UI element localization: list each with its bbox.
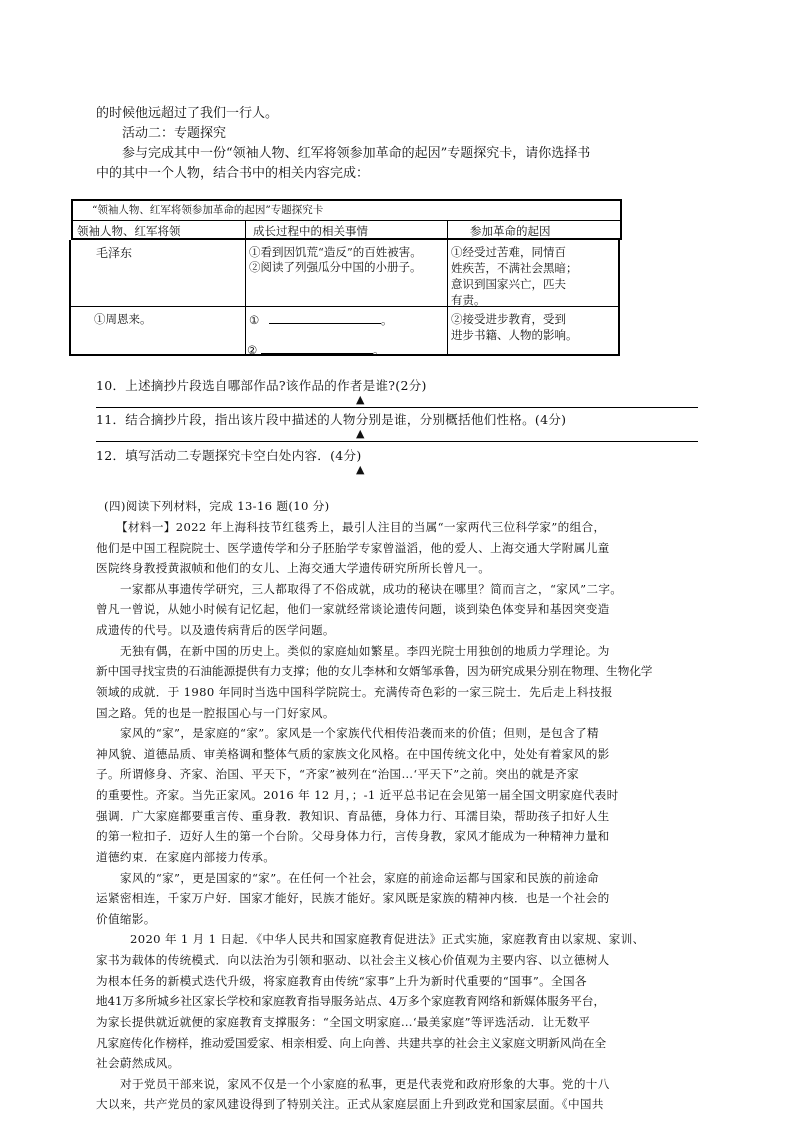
passage-line: 一家都从事遗传学研究，三人都取得了不俗成就，成功的秘诀在哪里？简而言之，“家风”二字。 [120,582,623,596]
passage-line: 强调．广大家庭都要重言传、重身教．教知识、育品德，身体力行、耳濡目染，帮助孩子扣好人生 [96,809,610,823]
answer-line[interactable] [96,441,698,442]
passage-line: 家风的“家”，是家庭的“家”。家风是一个家族代代相传沿袭而来的价值；但则，是包含了精 [120,726,599,740]
passage-line: 子。所谓修身、齐家、治国、平天下，“齐家”被列在“治国…‘平天下”之前。突出的就是齐家 [96,767,580,781]
answer-blank-2[interactable]: ② 。 [247,343,385,357]
passage-line: 的第一粒扣子．迈好人生的第一个台阶。父母身体力行，言传身教，家风才能成为一种精神力量和 [96,829,610,843]
answer-blank-1[interactable]: ① 。 [249,313,393,327]
event-item: ②阅读了列强瓜分中国的小册子。 [249,260,422,274]
column-header: 成长过程中的相关事情 [253,224,368,238]
section-heading: (四)阅读下列材料，完成 13-16 题(10 分) [104,499,330,513]
question-11: 11．结合摘抄片段，指出该片段中描述的人物分别是谁，分别概括他们性格。(4分) [96,412,567,427]
reason-line: 有责。 [451,293,486,307]
passage-line: 曾凡一曾说，从她小时候有记忆起，他们一家就经常谈论遗传问题，谈到染色体变异和基因突变造 [96,602,610,616]
passage-line: 神风貌、道德品质、审美格调和整体气质的家族文化风格。在中国传统文化中，处处有着家风的影 [96,747,610,761]
passage-line: 2020 年 1 月 1 日起．《中华人民共和国家庭教育促进法》正式实施，家庭教育由以家规、家训、 [130,932,645,946]
divider [447,240,448,356]
passage-line: 他们是中国工程院院士、医学遗传学和分子胚胎学专家曾溢滔，他的爱人、上海交通大学附属儿童 [96,541,610,555]
reason-line: 进步书籍、人物的影响。 [451,328,578,342]
passage-line: 为家长提供就近就便的家庭教育支撑服务：“全国文明家庭…‘最美家庭”等评选活动．让无数平 [96,1015,591,1029]
passage-line: 运紧密相连，千家万户好．国家才能好，民族才能好。家风既是家族的精神内核．也是一个社会的 [96,891,610,905]
passage-line: 新中国寻找宝贵的石油能源提供有力支撑；他的女儿李林和女婿邹承鲁，因为研究成果分别在物理、生物化学 [96,664,653,678]
reason-line: ②接受进步教育，受到 [451,312,566,326]
passage-line: 对于党员干部来说，家风不仅是一个小家庭的私事，更是代表党和政府形象的大事。党的十八 [120,1077,610,1091]
passage-line: 领域的成就．于 1980 年同时当选中国科学院院士。充满传奇色彩的一家三院士．先后走上科技报 [96,685,613,699]
passage-line: 成遗传的代号。以及遗传病背后的医学问题。 [96,623,335,637]
passage-line: 的重要性。齐家。当先正家风。2016 年 12 月，；-1 近平总书记在会见第一届全国文明家庭代表时 [96,788,619,802]
passage-line: 价值缩影。 [96,912,156,926]
person-name: ①周恩来。 [94,312,152,326]
answer-line[interactable] [96,407,698,408]
passage-line: 道德约束．在家庭内部接力传承。 [96,850,276,864]
question-10: 10．上述摘抄片段选自哪部作品?该作品的作者是谁?(2分) [96,378,427,393]
passage-line: 国之路。凭的也是一腔报国心与一门好家风。 [96,706,335,720]
passage-line: 【材料一】2022 年上海科技节红毯秀上，最引人注目的当属“一家两代三位科学家”的组合， [116,520,606,534]
divider [245,240,246,356]
passage-line: 凡家庭传化作榜样，推动爱国爱家、相亲相爱、向上向善、共建共享的社会主义家庭文明新风尚在全 [96,1036,607,1050]
passage-line: 社会蔚然成风。 [96,1056,180,1070]
divider [69,306,620,307]
answer-mark: ▲ [356,463,365,476]
intro-line: 中的其中一个人物，结合书中的相关内容完成： [96,166,370,181]
passage-line: 医院终身教授黄淑帧和他们的女儿、上海交通大学遗传研究所所长曾凡一。 [96,561,491,575]
answer-mark: ▲ [356,427,365,440]
divider [447,220,448,240]
passage-line: 无独有偶，在新中国的历史上。类似的家庭灿如繁星。李四光院士用独创的地质力学理论。为 [120,644,610,658]
person-name: 毛泽东 [96,246,133,260]
intro-line: 的时候他远超过了我们一行人。 [96,106,279,121]
passage-line: 大以来，共产党员的家风建设得到了特别关注。正式从家庭层面上升到政党和国家层面。《中国共 [96,1097,604,1111]
reason-line: 姓疾苦，不满社会黑暗； [451,261,578,275]
divider [245,220,246,240]
answer-mark: ▲ [356,393,365,406]
event-item: ①看到因饥荒“造反”的百姓被害。 [249,245,422,259]
passage-line: 为根本任务的新模式迭代升级，将家庭教育由传统“家事”上升为新时代重要的“国事”。全国各 [96,974,587,988]
reason-line: ①经受过苦难，同情百 [451,245,566,259]
question-12: 12．填写活动二专题探究卡空白处内容．(4分) [96,448,362,463]
column-header: 领袖人物、红军将领 [77,224,181,238]
intro-line: 参与完成其中一份“领袖人物、红军将领参加革命的起因”专题探究卡，请你选择书 [122,146,591,161]
reason-line: 意识到国家兴亡，匹夫 [451,277,566,291]
passage-line: 地41万多所城乡社区家长学校和家庭教育指导服务站点、4万多个家庭教育网络和新媒体服务平台， [96,994,606,1008]
activity-heading: 活动二：专题探究 [122,126,227,141]
column-header: 参加革命的起因 [470,224,551,238]
passage-line: 家书为载体的传统模式．向以法治为引领和驱动、以社会主义核心价值观为主要内容、以立德树人 [96,953,610,967]
divider [71,220,622,221]
passage-line: 家风的“家”，更是国家的“家”。在任何一个社会，家庭的前途命运都与国家和民族的前途命 [120,871,599,885]
study-card-title: “领袖人物、红军将领参加革命的起因”专题探究卡 [92,204,324,216]
